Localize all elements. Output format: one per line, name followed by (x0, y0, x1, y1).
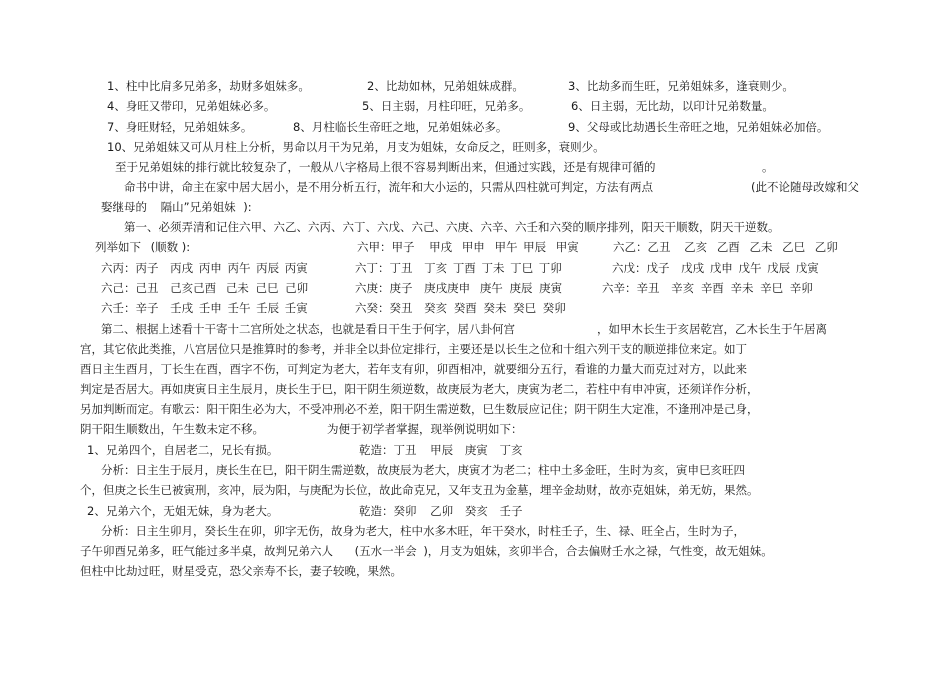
chart-label: 乾造： (359, 504, 394, 518)
method-2-line-5: 另加判断而定。有歌云：阳干阳生必为大，不受冲刑必不差，阳干阴生需逆数，巳生数辰应记住；阴干阴生大定准，不逢刑冲是己身， (80, 402, 759, 416)
ganzhi: 癸卯 (542, 301, 566, 315)
ganzhi: 乙丑 (647, 240, 671, 254)
group-jia-label: 六甲： (357, 240, 392, 254)
example-2-analysis-2b: (五水一半会 (354, 544, 417, 558)
method-1-list-label (95, 240, 190, 254)
ganzhi: 丁酉 (452, 261, 476, 275)
pillar: 乙卯 (430, 504, 454, 518)
ganzhi: 庚戌庚申 (424, 281, 471, 295)
ganzhi: 己丑 (135, 281, 159, 295)
intro-line-3d: ): (243, 200, 252, 214)
ganzhi: 壬午 (227, 301, 251, 315)
rule-8: 8、月柱临长生帝旺之地，兄弟姐妹必多。 (293, 120, 508, 134)
group-wu-label: 六戊： (612, 261, 647, 275)
pillar: 庚寅 (464, 443, 488, 457)
method-2-line-4: 判定是否居大。再如庚寅日主生辰月，庚长生于巳，阳干阴生须逆数，故庚辰为老大，庚寅为老二，若柱中有申冲寅，还须详作分析， (80, 382, 759, 396)
ganzhi: 丙戌 (170, 261, 194, 275)
ganzhi: 癸巳 (513, 301, 537, 315)
ganzhi: 丁巳 (510, 261, 534, 275)
method-2-line-6b: 为便于初学者掌握，现举例说明如下： (327, 422, 523, 436)
ganzhi: 庚午 (479, 281, 503, 295)
pillar: 丁亥 (499, 443, 523, 457)
ganzhi: 己卯 (285, 281, 309, 295)
group-xin (602, 281, 813, 295)
intro-line-1-end: 。 (762, 160, 774, 174)
group-geng-label: 六庚： (355, 281, 390, 295)
group-yi-label: 六乙： (613, 240, 648, 254)
ganzhi: 甲辰 (523, 240, 547, 254)
example-2-analysis-2a: 子午卯酉兄弟多，旺气能过多半桌，故判兄弟六人 (80, 544, 333, 558)
intro-line-3 (101, 200, 252, 214)
ganzhi: 甲寅 (555, 240, 579, 254)
ganzhi: 丙子 (135, 261, 159, 275)
group-wu (612, 261, 819, 275)
intro-line-2: 命书中讲，命主在家中居大居小，是不用分析五行，流年和大小运的，只需从四柱就可判定，方法有两点 (124, 180, 653, 194)
intro-line-1: 至于兄弟姐妹的排行就比较复杂了，一般从八字格局上很不容易判断出来，但通过实践，还是有规律可循的 (115, 160, 656, 174)
group-ji (101, 281, 308, 295)
ganzhi: 丙辰 (256, 261, 280, 275)
group-gui (355, 301, 566, 315)
rule-3: 3、比劫多而生旺，兄弟姐妹多，逢衰则少。 (568, 79, 794, 93)
ganzhi: 甲申 (461, 240, 485, 254)
example-1-chart (359, 443, 522, 457)
rule-5: 5、日主弱，月柱印旺，兄弟多。 (362, 99, 531, 113)
chart-label: 乾造： (359, 443, 394, 457)
ganzhi: 丙午 (227, 261, 251, 275)
example-1-analysis-1: 分析：日主生于辰月，庚长生在巳，阳干阴生需逆数，故庚辰为老大，庚寅才为老二；柱中土多金旺，生时为亥，寅申巳亥旺四 (101, 463, 745, 477)
example-2-analysis-2 (80, 544, 773, 558)
method-2-line-2: 宫，其它依此类推，八宫居位只是推算时的参考，并非全以卦位定排行，主要还是以长生之位和十组六列干支的顺逆排位来定。如丁 (80, 342, 747, 356)
example-2-analysis-3: 但柱中比劫过旺，财星受克，恐父亲寿不长，妻子较晚，果然。 (80, 564, 402, 578)
ganzhi: 癸酉 (453, 301, 477, 315)
ganzhi: 甲子 (391, 240, 415, 254)
example-1-analysis-2: 个，但庚之长生已被寅刑，亥冲，辰为阳，与庚配为长位，故此命克兄，又年支丑为金墓，埋辛金劫财，故亦克姐妹，弟无妨，果然。 (80, 483, 759, 497)
group-yi (613, 240, 838, 254)
ganzhi: 辛卯 (789, 281, 813, 295)
ganzhi: 己未 (225, 281, 249, 295)
rule-6: 6、日主弱，无比劫，以印计兄弟数量。 (571, 99, 774, 113)
group-ding (355, 261, 562, 275)
group-ren (101, 301, 308, 315)
group-ren-label: 六壬： (101, 301, 136, 315)
ganzhi: 丁亥 (424, 261, 448, 275)
ganzhi: 戊午 (738, 261, 762, 275)
pillar: 甲辰 (430, 443, 454, 457)
ganzhi: 癸丑 (389, 301, 413, 315)
rule-4: 4、身旺又带印，兄弟姐妹必多。 (107, 99, 276, 113)
list-note: (顺数 ): (150, 240, 191, 254)
ganzhi: 戊戌 (681, 261, 705, 275)
group-bing-label: 六丙： (101, 261, 136, 275)
ganzhi: 己亥己酉 (170, 281, 217, 295)
ganzhi: 甲午 (494, 240, 518, 254)
ganzhi: 庚辰 (509, 281, 533, 295)
ganzhi: 己巳 (255, 281, 279, 295)
ganzhi: 辛子 (135, 301, 159, 315)
rule-2: 2、比劫如林，兄弟姐妹成群。 (367, 79, 524, 93)
intro-line-3c: ”兄弟姐妹 (183, 200, 236, 214)
rule-10: 10、兄弟姐妹又可从月柱上分析，男命以月干为兄弟，月支为姐妹，女命反之，旺则多，衰则少。 (107, 140, 605, 154)
pillar: 癸亥 (464, 504, 488, 518)
ganzhi: 戊申 (709, 261, 733, 275)
ganzhi: 甲戌 (429, 240, 453, 254)
ganzhi: 乙卯 (814, 240, 838, 254)
group-geng (355, 281, 562, 295)
group-jia (357, 240, 579, 254)
ganzhi: 辛巳 (760, 281, 784, 295)
ganzhi: 丁丑 (389, 261, 413, 275)
ganzhi: 壬寅 (284, 301, 308, 315)
method-2-line-6a: 阴干阳生顺数出，午生数未定不移。 (80, 422, 264, 436)
rule-7: 7、身旺财轻，兄弟姐妹多。 (107, 120, 253, 134)
group-ji-label: 六己： (101, 281, 136, 295)
intro-line-2-note: (此不论随母改嫁和父 (751, 180, 859, 194)
ganzhi: 辛丑 (636, 281, 660, 295)
example-2-analysis-2c: )，月支为姐妹，亥卯半合，合去偏财壬水之禄，气性变，故无姐妹。 (423, 544, 773, 558)
intro-line-3b: 隔山 (160, 200, 184, 214)
list-label: 列举如下 (95, 240, 141, 254)
group-bing (101, 261, 308, 275)
method-1-text: 第一、必须弄清和记住六甲、六乙、六丙、六丁、六戊、六己、六庚、六辛、六壬和六癸的顺序排列，阳天干顺数，阴天干逆数。 (124, 220, 780, 234)
ganzhi: 丙寅 (284, 261, 308, 275)
pillar: 丁丑 (393, 443, 417, 457)
example-1-title: 1、兄弟四个，自居老二，兄长有损。 (87, 443, 279, 457)
ganzhi: 壬申 (198, 301, 222, 315)
ganzhi: 癸未 (483, 301, 507, 315)
ganzhi: 壬辰 (256, 301, 280, 315)
rule-1: 1、柱中比肩多兄弟多，劫财多姐妹多。 (107, 79, 310, 93)
ganzhi: 庚寅 (539, 281, 563, 295)
method-2-line-3: 酉日主生酉月，丁长生在酉，酉字不伤，可判定为老大，若年支有卯，卯酉相冲，就要细分五行，看谁的力量大而克过对方，以此来 (80, 362, 747, 376)
example-2-title: 2、兄弟六个，无姐无妹，身为老大。 (87, 504, 279, 518)
group-gui-label: 六癸： (355, 301, 390, 315)
pillar: 壬子 (499, 504, 523, 518)
ganzhi: 乙未 (749, 240, 773, 254)
ganzhi: 戊子 (646, 261, 670, 275)
example-2-chart (359, 504, 522, 518)
ganzhi: 丁未 (481, 261, 505, 275)
ganzhi: 庚子 (389, 281, 413, 295)
ganzhi: 丙申 (198, 261, 222, 275)
ganzhi: 戊寅 (795, 261, 819, 275)
ganzhi: 辛酉 (700, 281, 724, 295)
method-2-line-1a: 第二、根据上述看十干寄十二宫所处之状态，也就是看日干生于何字，居八卦何宫 (101, 322, 515, 336)
pillar: 癸卯 (393, 504, 417, 518)
ganzhi: 乙酉 (716, 240, 740, 254)
ganzhi: 乙巳 (782, 240, 806, 254)
intro-line-3a: 娶继母的 (101, 200, 147, 214)
ganzhi: 丁卯 (538, 261, 562, 275)
group-ding-label: 六丁： (355, 261, 390, 275)
ganzhi: 壬戌 (170, 301, 194, 315)
ganzhi: 乙亥 (684, 240, 708, 254)
method-2-line-1b: ，如甲木长生于亥居乾宫，乙木长生于午居离 (597, 322, 827, 336)
example-2-analysis-1: 分析：日主生卯月，癸长生在卯，卯字无伤，故身为老大，柱中水多木旺，年干癸水，时柱壬子，生、禄、旺全占，生时为子， (101, 524, 745, 538)
ganzhi: 辛未 (730, 281, 754, 295)
ganzhi: 癸亥 (424, 301, 448, 315)
rule-9: 9、父母或比劫遇长生帝旺之地，兄弟姐妹必加倍。 (568, 120, 829, 134)
group-xin-label: 六辛： (602, 281, 637, 295)
ganzhi: 戊辰 (767, 261, 791, 275)
ganzhi: 辛亥 (671, 281, 695, 295)
